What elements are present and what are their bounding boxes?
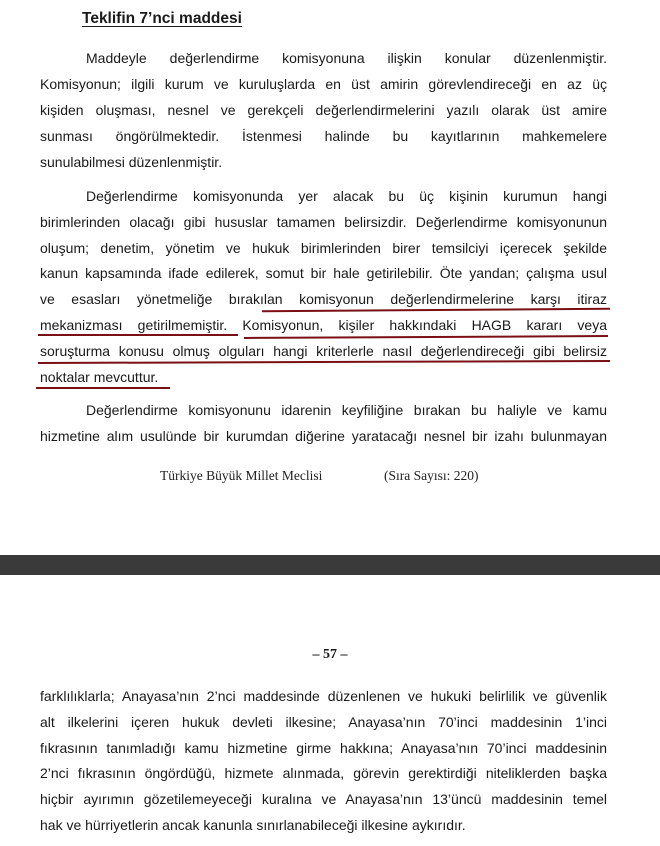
paragraph-line: alt ilkelerini içeren hukuk devleti ilkesine; Anayasa’nın 70’inci maddesinin 1’inci — [40, 714, 607, 730]
paragraph-line: birimlerinden olacağı gibi hususlar tamamen belirsizdir. Değerlendirme komisyonunun — [40, 214, 607, 230]
paragraph-line: soruşturma konusu olmuş olguları hangi kriterlerle nasıl değerlendireceği gibi belirsiz — [40, 343, 607, 359]
paragraph-line: 2’nci fıkrasının öngördüğü, hizmete alınmada, görevin gerektirdiği niteliklerden başka — [40, 765, 607, 781]
paragraph-line: noktalar mevcuttur. — [40, 369, 159, 385]
paragraph-line: kişiden oluşması, nesnel ve gerekçeli değerlendirmelerini yazılı olarak üst amire — [40, 102, 607, 118]
paragraph-line: hak ve hürriyetlerin ancak kanunla sınırlanabileceği ilkesine aykırıdır. — [40, 817, 466, 833]
footer-institution: Türkiye Büyük Millet Meclisi — [160, 468, 323, 483]
paragraph-line: sunulabilmesi düzenlenmiştir. — [40, 154, 223, 170]
page-number: – 57 – — [312, 647, 348, 662]
footer-serial-number: (Sıra Sayısı: 220) — [384, 468, 479, 483]
paragraph-line: fıkrasının tanımladığı kamu hizmetine girme hakkına; Anayasa’nın 70’inci maddesinin — [40, 740, 607, 756]
page-separator — [0, 555, 660, 575]
paragraph-line: Değerlendirme komisyonunda yer alacak bu üç kişinin kurumun hangi — [86, 188, 607, 204]
highlight-underline — [38, 334, 238, 336]
highlight-underline — [244, 335, 608, 339]
paragraph-line: hiçbir ayırımın gözetilemeyeceği kuralına ve Anayasa’nın 13’üncü maddesinin temel — [40, 791, 607, 807]
paragraph-line: hizmetine alım usulünde bir kurumdan diğerine yaratacağı nesnel bir izahı bulunmayan — [40, 428, 607, 444]
paragraph-line: Değerlendirme komisyonunu idarenin keyfiliğine bırakan bu haliyle ve kamu — [86, 402, 607, 418]
paragraph-line: oluşum; denetim, yönetim ve hukuk birimlerinden birer temsilciyi içerecek şekilde — [40, 240, 607, 256]
paragraph-line: Komisyonun; ilgili kurum ve kuruluşlarda en üst amirin görevlendireceği en az üç — [40, 76, 607, 92]
paragraph-line: kanun kapsamında ifade edilerek, somut bir hale getirilebilir. Öte yandan; çalışma usul — [40, 265, 607, 281]
paragraph-line: farklılıklarla; Anayasa’nın 2’nci maddesinde düzenlenen ve hukuki belirlilik ve güvenlik — [40, 688, 607, 704]
paragraph-line: mekanizması getirilmemiştir. Komisyonun, kişiler hakkındaki HAGB kararı veya — [40, 317, 607, 333]
paragraph-line: ve esasları yönetmeliğe bırakılan komisyonun değerlendirmelerine karşı itiraz — [40, 291, 607, 307]
paragraph-line: Maddeyle değerlendirme komisyonuna ilişkin konular düzenlenmiştir. — [86, 50, 607, 66]
highlight-underline — [36, 387, 170, 389]
paragraph-line: sunması öngörülmektedir. İstenmesi halinde bu kayıtlarının mahkemelere — [40, 128, 607, 144]
section-heading: Teklifin 7’nci maddesi — [82, 10, 242, 27]
